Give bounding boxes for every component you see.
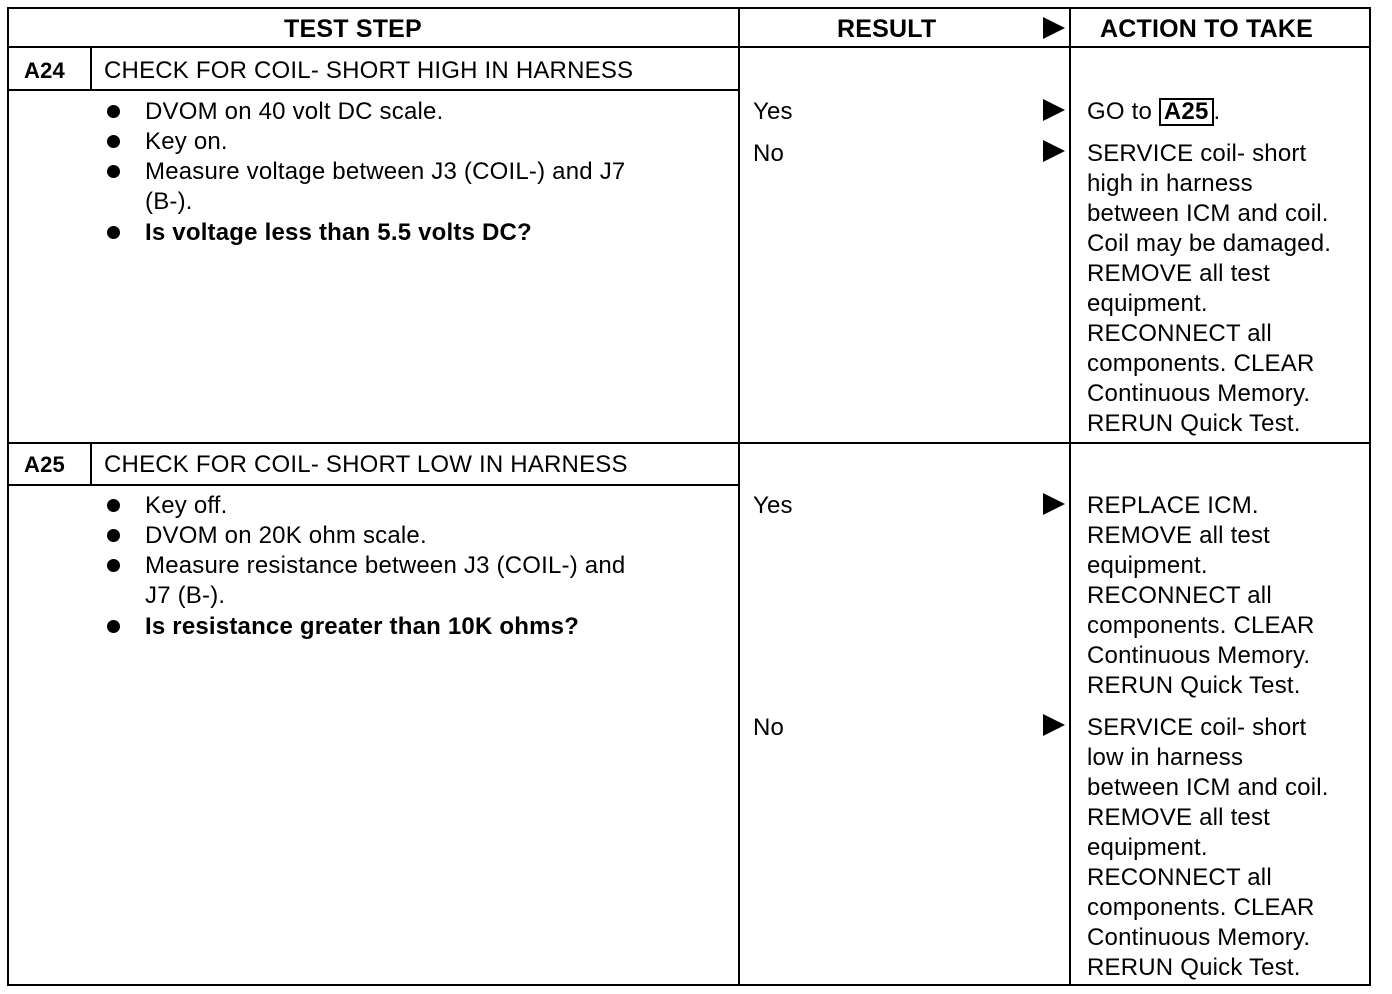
header-divider bbox=[7, 46, 1371, 48]
step-title: CHECK FOR COIL- SHORT LOW IN HARNESS bbox=[104, 451, 628, 478]
result-no: No bbox=[753, 140, 785, 167]
action-line: components. CLEAR bbox=[1087, 894, 1315, 921]
bullet-icon bbox=[107, 620, 120, 633]
step-bullet: DVOM on 40 volt DC scale. bbox=[145, 98, 444, 125]
action-line: REMOVE all test bbox=[1087, 522, 1271, 549]
action-line: between ICM and coil. bbox=[1087, 774, 1329, 801]
step-bullet-continuation: J7 (B-). bbox=[145, 582, 226, 609]
action-line: Continuous Memory. bbox=[1087, 380, 1311, 407]
action-line: REMOVE all test bbox=[1087, 804, 1271, 831]
step-divider bbox=[7, 442, 1371, 444]
action-line: RERUN Quick Test. bbox=[1087, 672, 1301, 699]
bullet-icon bbox=[107, 226, 120, 239]
header-action: ACTION TO TAKE bbox=[1100, 15, 1313, 43]
result-yes: Yes bbox=[753, 98, 793, 125]
result-arrow-icon bbox=[1043, 140, 1065, 162]
action-line: Coil may be damaged. bbox=[1087, 230, 1332, 257]
bullet-icon bbox=[107, 559, 120, 572]
result-no: No bbox=[753, 714, 785, 741]
a25-id-divider bbox=[90, 443, 92, 485]
action-line: equipment. bbox=[1087, 290, 1208, 317]
a25-title-underline bbox=[7, 484, 739, 486]
action-line: high in harness bbox=[1087, 170, 1253, 197]
action-line: RECONNECT all bbox=[1087, 864, 1272, 891]
bullet-icon bbox=[107, 135, 120, 148]
header-arrow-icon bbox=[1043, 17, 1065, 39]
action-line: Continuous Memory. bbox=[1087, 642, 1311, 669]
step-bullet-continuation: (B-). bbox=[145, 188, 193, 215]
action-text bbox=[1087, 491, 1315, 701]
step-bullet: Key off. bbox=[145, 492, 228, 519]
step-bullet: DVOM on 20K ohm scale. bbox=[145, 522, 427, 549]
action-goto bbox=[1087, 97, 1220, 127]
bullet-icon bbox=[107, 105, 120, 118]
a24-title-underline bbox=[7, 89, 739, 91]
column-divider-result bbox=[738, 7, 740, 986]
action-text bbox=[1087, 139, 1331, 439]
result-yes: Yes bbox=[753, 492, 793, 519]
action-line: REMOVE all test bbox=[1087, 260, 1271, 287]
step-bullet: Measure resistance between J3 (COIL-) and bbox=[145, 552, 626, 579]
bullet-icon bbox=[107, 499, 120, 512]
result-arrow-icon bbox=[1043, 714, 1065, 736]
step-question: Is voltage less than 5.5 volts DC? bbox=[145, 219, 532, 246]
step-title: CHECK FOR COIL- SHORT HIGH IN HARNESS bbox=[104, 57, 634, 84]
action-line: RERUN Quick Test. bbox=[1087, 954, 1301, 981]
result-arrow-icon bbox=[1043, 99, 1065, 121]
action-line: REPLACE ICM. bbox=[1087, 492, 1259, 519]
action-line: components. CLEAR bbox=[1087, 350, 1315, 377]
action-goto-suffix: . bbox=[1213, 98, 1221, 125]
action-line: between ICM and coil. bbox=[1087, 200, 1329, 227]
action-line: components. CLEAR bbox=[1087, 612, 1315, 639]
action-line: SERVICE coil- short bbox=[1087, 140, 1307, 167]
bullet-icon bbox=[107, 529, 120, 542]
header-result: RESULT bbox=[837, 15, 937, 43]
step-bullet: Measure voltage between J3 (COIL-) and J7 bbox=[145, 158, 626, 185]
action-line: low in harness bbox=[1087, 744, 1244, 771]
action-line: SERVICE coil- short bbox=[1087, 714, 1307, 741]
action-line: equipment. bbox=[1087, 834, 1208, 861]
action-line: RECONNECT all bbox=[1087, 320, 1272, 347]
action-goto-prefix: GO to bbox=[1087, 98, 1159, 125]
action-line: Continuous Memory. bbox=[1087, 924, 1311, 951]
a24-id-divider bbox=[90, 47, 92, 90]
action-line: RECONNECT all bbox=[1087, 582, 1272, 609]
step-id: A25 bbox=[24, 452, 65, 477]
step-ref-link[interactable]: A25 bbox=[1159, 98, 1214, 126]
step-bullet: Key on. bbox=[145, 128, 228, 155]
header-test-step: TEST STEP bbox=[284, 15, 422, 43]
step-question: Is resistance greater than 10K ohms? bbox=[145, 613, 580, 640]
bullet-icon bbox=[107, 165, 120, 178]
column-divider-action bbox=[1069, 7, 1071, 986]
action-text bbox=[1087, 713, 1329, 983]
step-id: A24 bbox=[24, 58, 65, 83]
action-line: RERUN Quick Test. bbox=[1087, 410, 1301, 437]
result-arrow-icon bbox=[1043, 493, 1065, 515]
action-line: equipment. bbox=[1087, 552, 1208, 579]
